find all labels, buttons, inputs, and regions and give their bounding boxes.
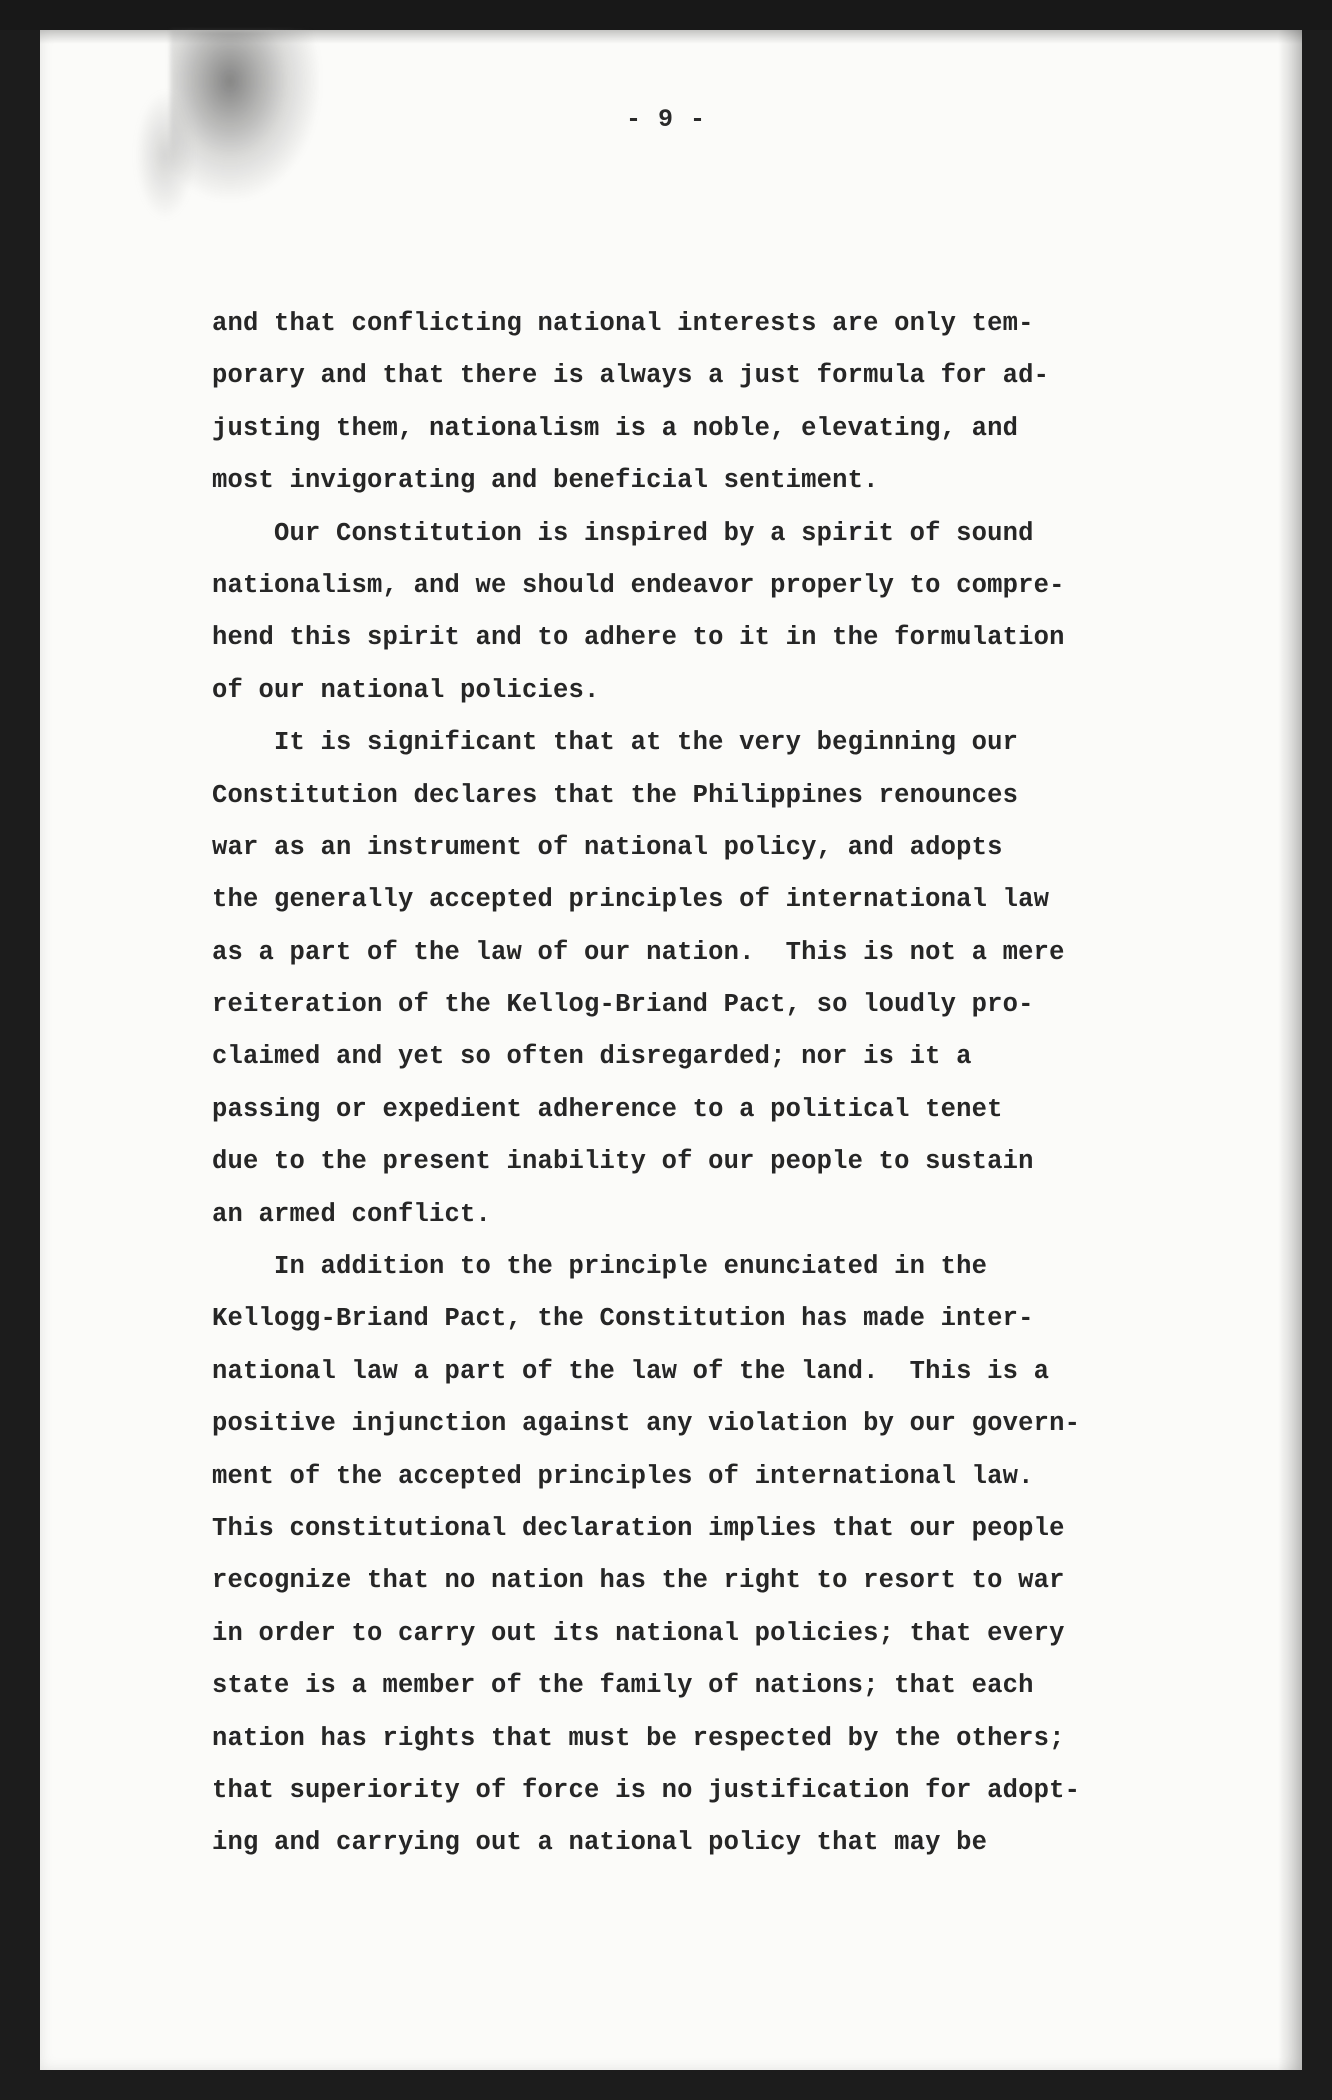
text-line: In addition to the principle enunciated in the (212, 1252, 988, 1282)
page-number: - 9 - (625, 105, 706, 134)
text-line: an armed conflict. (212, 1199, 492, 1229)
text-line: ing and carrying out a national policy that may be (212, 1828, 988, 1858)
text-line: war as an instrument of national policy, and adopts (212, 832, 1003, 862)
paper-edge-shadow (1278, 30, 1302, 2070)
document-body (212, 298, 1192, 1870)
text-line: due to the present inability of our people to sustain (212, 1147, 1034, 1177)
text-line: of our national policies. (212, 675, 600, 705)
text-line: ment of the accepted principles of international law. (212, 1461, 1034, 1491)
text-line: claimed and yet so often disregarded; nor is it a (212, 1042, 972, 1072)
text-line: hend this spirit and to adhere to it in the formulation (212, 623, 1065, 653)
text-line: recognize that no nation has the right to resort to war (212, 1566, 1065, 1596)
scan-frame-top (0, 0, 1332, 30)
text-line: the generally accepted principles of international law (212, 885, 1050, 915)
text-line: in order to carry out its national policies; that every (212, 1618, 1065, 1648)
text-line: national law a part of the law of the land. This is a (212, 1356, 1050, 1386)
text-line: It is significant that at the very beginning our (212, 728, 1019, 758)
text-line: that superiority of force is no justification for adopt- (212, 1775, 1081, 1805)
text-line: justing them, nationalism is a noble, elevating, and (212, 413, 1019, 443)
text-line: reiteration of the Kellog-Briand Pact, so loudly pro- (212, 990, 1034, 1020)
text-line: as a part of the law of our nation. This is not a mere (212, 937, 1065, 967)
text-line: state is a member of the family of nations; that each (212, 1671, 1034, 1701)
text-line: most invigorating and beneficial sentiment. (212, 466, 879, 496)
text-line: This constitutional declaration implies that our people (212, 1513, 1065, 1543)
text-line: positive injunction against any violation by our govern- (212, 1409, 1081, 1439)
text-line: and that conflicting national interests are only tem- (212, 309, 1034, 338)
text-line: passing or expedient adherence to a political tenet (212, 1094, 1003, 1124)
text-line: Kellogg-Briand Pact, the Constitution has made inter- (212, 1304, 1034, 1334)
text-line: Our Constitution is inspired by a spirit of sound (212, 518, 1034, 548)
text-line: nationalism, and we should endeavor properly to compre- (212, 570, 1065, 600)
text-line: Constitution declares that the Philippines renounces (212, 780, 1019, 810)
text-line: porary and that there is always a just formula for ad- (212, 361, 1050, 391)
text-line: nation has rights that must be respected by the others; (212, 1723, 1065, 1753)
